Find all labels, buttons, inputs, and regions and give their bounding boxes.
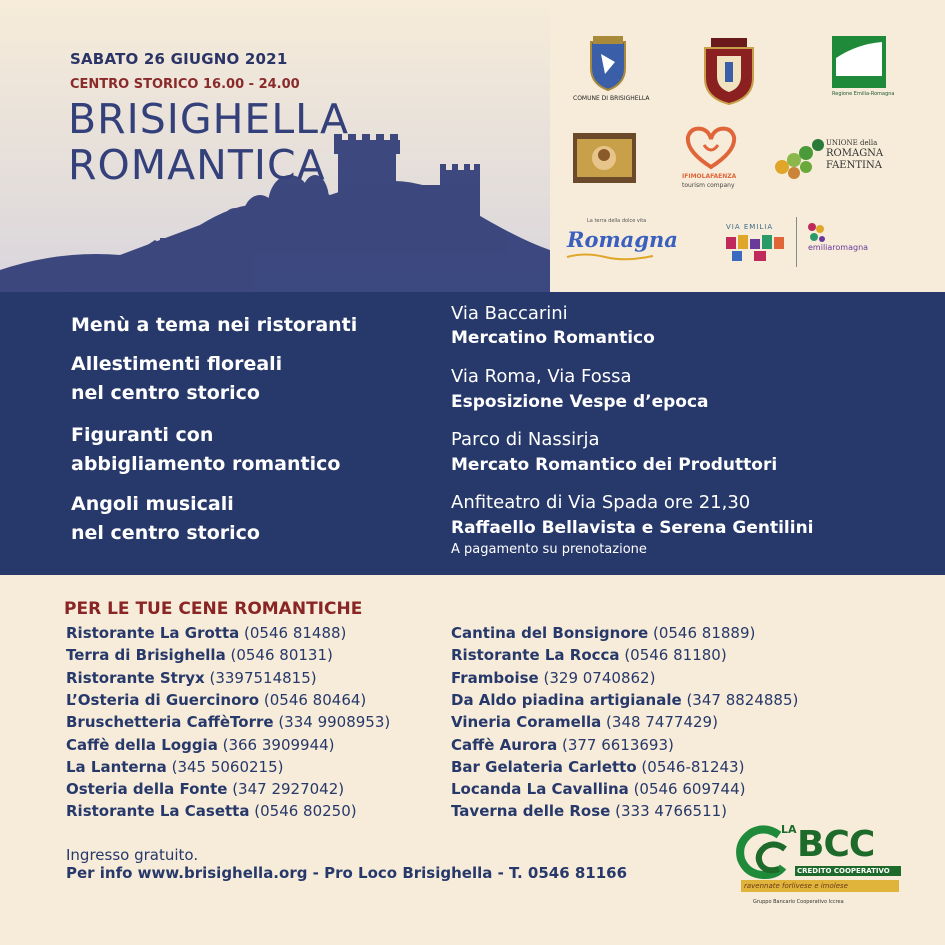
restaurant-name: Ristorante La Rocca [451,646,620,665]
restaurant-row [451,691,798,709]
unione-text-3: FAENTINA [826,160,882,171]
restaurant-phone: (0546 80250) [254,802,357,821]
comune-logo-text: COMUNE DI BRISIGHELLA [573,95,650,102]
restaurant-phone: (377 6613693) [561,735,674,754]
restaurant-row [66,758,284,776]
free-entry-text: Ingresso gratuito. [66,846,199,864]
restaurant-phone: (347 8824885) [686,690,799,709]
restaurant-row [66,691,366,709]
restaurant-row [451,758,744,776]
bcc-group-text: Gruppo Bancario Cooperativo Iccrea [753,899,844,905]
wave-icon [565,252,657,262]
event-4-place: Anfiteatro di Via Spada ore 21,30 [451,492,751,513]
event-3-name: Mercato Romantico dei Produttori [451,455,778,475]
bcc-main-text: BCC [797,824,875,865]
coat-of-arms-icon [573,34,643,94]
restaurant-row [451,669,655,687]
feature-3-line-1: Figuranti con [71,424,214,446]
feature-4-line-2: nel centro storico [71,522,260,544]
regione-flag-icon [832,36,886,88]
restaurant-phone: (0546 609744) [633,780,746,799]
restaurant-row [451,802,727,820]
restaurant-phone: (0546 80131) [230,646,333,665]
heart-icon [682,125,740,171]
feature-3-line-2: abbigliamento romantico [71,453,341,475]
unione-text-1: UNIONE della [826,139,878,147]
via-emilia-text: VIA EMILIA [726,223,774,231]
bcc-slogan-text: ravennate forlivese e imolese [741,880,899,892]
page-title [68,96,349,188]
regione-logo [832,36,895,98]
brisighella-book-logo [573,133,636,183]
info-line: Per info www.brisighella.org - Pro Loco Brisighella - T. 0546 81166 [66,864,628,882]
restaurant-row [66,736,335,754]
restaurant-phone: (348 7477429) [606,713,718,732]
pro-loco-logo [693,38,765,106]
restaurant-name: Ristorante Stryx [66,668,205,687]
restaurant-name: Da Aldo piadina artigianale [451,690,682,709]
restaurant-name: L’Osteria di Guercinoro [66,690,260,709]
restaurant-phone: (0546 81488) [244,624,347,642]
restaurant-phone: (333 4766511) [615,802,728,821]
restaurant-name: Osteria della Fonte [66,780,228,799]
restaurant-row [451,736,674,754]
imolafaenza-logo-subtext: tourism company [682,182,735,189]
romagna-logo [565,218,678,262]
event-2-place: Via Roma, Via Fossa [451,366,632,387]
restaurant-phone: (0546 81180) [624,646,727,665]
section-title: PER LE TUE CENE ROMANTICHE [64,599,363,619]
via-emilia-logo [724,217,888,267]
regione-logo-text: Regione Emilia-Romagna [832,91,895,97]
bcc-logo [735,823,905,915]
event-4-name: Raffaello Bellavista e Serena Gentilini [451,518,814,538]
feature-2-line-2: nel centro storico [71,382,260,404]
bcc-la-text: LA [781,823,797,836]
restaurant-row [451,624,755,642]
color-blocks-icon [724,233,788,263]
comune-logo [573,34,650,104]
restaurant-phone: (0546 80464) [263,690,367,709]
restaurant-phone: (334 9908953) [278,713,391,732]
romagna-logo-subtext: La terra della dolce vita [587,218,647,224]
emiliaromagna-text: emiliaromagna [808,243,869,252]
unione-romagna-faentina-logo [772,135,900,181]
portrait-icon [573,133,636,183]
restaurant-row [451,646,727,664]
unione-text-2: ROMAGNA [826,148,884,159]
restaurant-phone: (347 2927042) [232,780,345,799]
bcc-sub-text: CREDITO COOPERATIVO [795,866,901,876]
restaurant-name: Ristorante La Grotta [66,624,240,642]
event-1-place: Via Baccarini [451,303,568,324]
event-2-name: Esposizione Vespe d’epoca [451,392,709,412]
restaurant-phone: (0546-81243) [641,757,745,776]
restaurant-name: Ristorante La Casetta [66,802,250,821]
restaurant-phone: (3397514815) [209,668,317,687]
header-area [0,0,945,292]
restaurant-row [66,669,317,687]
event-1-name: Mercatino Romantico [451,328,655,348]
restaurant-name: Taverna delle Rose [451,802,611,821]
event-date: SABATO 26 GIUGNO 2021 [70,50,288,68]
restaurant-phone: (0546 81889) [652,624,756,642]
restaurant-name: Bruschetteria CaffèTorre [66,713,274,732]
event-4-note: A pagamento su prenotazione [451,542,647,557]
feature-2-line-1: Allestimenti floreali [71,353,283,375]
romagna-logo-text: Romagna [567,227,678,252]
restaurant-row [451,713,718,731]
restaurant-phone: (329 0740862) [543,668,656,687]
restaurant-name: La Lanterna [66,757,167,776]
restaurant-name: Framboise [451,668,539,687]
restaurant-name: Caffè della Loggia [66,735,218,754]
restaurant-name: Locanda La Cavallina [451,780,629,799]
restaurant-name: Cantina del Bonsignore [451,624,649,642]
restaurant-name: Terra di Brisighella [66,646,226,665]
logo-divider [796,217,797,267]
event-time: CENTRO STORICO 16.00 - 24.00 [70,77,300,92]
restaurant-row [66,624,346,642]
restaurant-row [66,646,333,664]
er-symbol-icon [806,221,826,245]
hexagons-icon [772,135,828,181]
title-line-1: BRISIGHELLA [68,95,350,143]
feature-1: Menù a tema nei ristoranti [71,314,358,336]
restaurant-name: Vineria Coramella [451,713,602,732]
event-3-place: Parco di Nassirja [451,429,600,450]
imolafaenza-logo-text: IFIMOLAFAENZA [682,173,737,180]
restaurant-row [451,780,746,798]
restaurant-name: Caffè Aurora [451,735,558,754]
shield-icon [693,38,765,106]
imolafaenza-logo [682,125,740,193]
restaurant-row [66,780,344,798]
restaurant-row [66,802,357,820]
feature-4-line-1: Angoli musicali [71,493,234,515]
restaurant-row [66,713,390,731]
title-line-2: ROMANTICA [68,141,326,189]
restaurant-phone: (366 3909944) [222,735,335,754]
restaurant-phone: (345 5060215) [171,757,284,776]
restaurant-name: Bar Gelateria Carletto [451,757,637,776]
